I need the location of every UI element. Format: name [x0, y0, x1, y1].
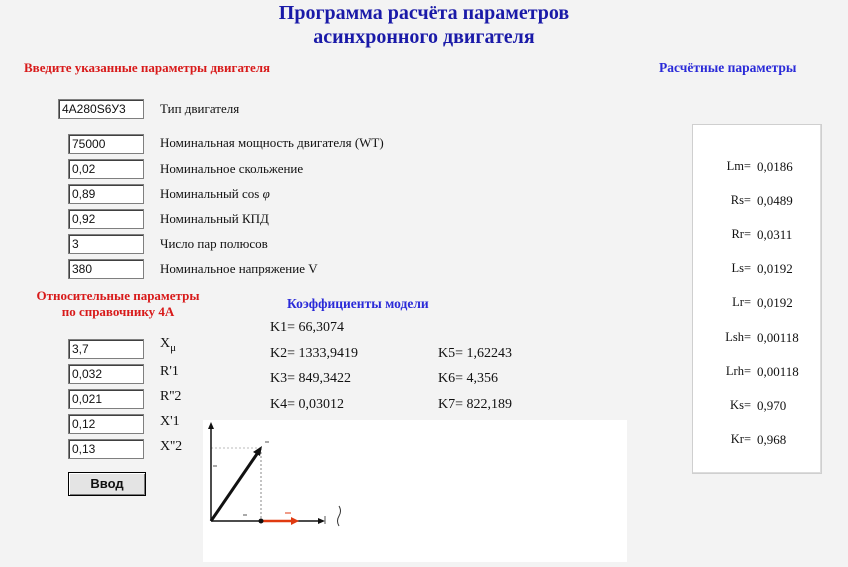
coef-k6: K6= 4,356: [438, 371, 499, 386]
coef-k2: K2= 1333,9419: [270, 346, 359, 361]
motor-type-field[interactable]: 4А280S6У3: [58, 99, 144, 119]
x-mu-label: [160, 336, 176, 354]
r2-label: R''2: [160, 389, 182, 404]
calc-value: 0,968: [757, 432, 787, 447]
app-title-line2: асинхронного двигателя: [313, 26, 535, 48]
calc-value: 0,0489: [757, 193, 793, 208]
calc-row-ks: [693, 398, 821, 418]
calculated-params-panel: [692, 124, 822, 474]
rated-voltage-field[interactable]: 380: [68, 259, 144, 279]
origin-point: [259, 519, 264, 524]
pole-pairs-label: Число пар полюсов: [160, 236, 268, 251]
rated-voltage-label: Номинальное напряжение V: [160, 261, 318, 276]
rated-power-label: Номинальная мощность двигателя (WT): [160, 135, 384, 150]
calc-name: Lrh=: [725, 364, 751, 378]
input-section-heading: Введите указанные параметры двигателя: [24, 60, 271, 75]
coef-k5: K5= 1,62243: [438, 346, 513, 361]
rated-efficiency-label: Номинальный КПД: [160, 211, 269, 226]
x-axis-arrow: [318, 518, 325, 524]
x1-field[interactable]: 0,12: [68, 414, 144, 434]
calc-name: Kr=: [730, 432, 751, 446]
rated-cos-label: [160, 186, 270, 202]
calc-value: 0,0192: [757, 295, 793, 310]
model-coef-heading: Коэффициенты модели: [287, 296, 429, 311]
y-axis-arrow: [208, 422, 214, 429]
rated-cos-label-text: Номинальный cos: [160, 186, 260, 201]
relative-params-heading-line2: по справочнику 4А: [61, 304, 175, 319]
relative-params-heading: [10, 288, 226, 320]
coef-k4: K4= 0,03012: [270, 397, 345, 412]
wave-mark: [338, 506, 341, 526]
calc-row-rr: [693, 227, 821, 247]
x2-field[interactable]: 0,13: [68, 439, 144, 459]
calc-name: Rs=: [730, 193, 751, 207]
x-mu-label-sub: μ: [170, 341, 177, 354]
calc-name: Ls=: [731, 261, 751, 275]
coef-k1: K1= 66,3074: [270, 320, 345, 335]
rated-slip-label: Номинальное скольжение: [160, 161, 304, 176]
rated-power-field[interactable]: 75000: [68, 134, 144, 154]
relative-params-heading-line1: Относительные параметры: [36, 288, 200, 303]
coef-k3: K3= 849,3422: [270, 371, 352, 386]
r1-field[interactable]: 0,032: [68, 364, 144, 384]
calc-name: Ks=: [730, 398, 751, 412]
main-vector-arrow: [253, 446, 262, 456]
r1-label: R'1: [160, 364, 179, 379]
calc-value: 0,0192: [757, 261, 793, 276]
calc-row-lsh: [693, 330, 821, 350]
calc-value: 0,00118: [757, 364, 799, 379]
phi-symbol: φ: [262, 186, 270, 201]
enter-button[interactable]: Ввод: [68, 472, 146, 496]
calc-section-heading: Расчётные параметры: [659, 60, 797, 75]
rated-cos-field[interactable]: 0,89: [68, 184, 144, 204]
red-vector-arrow: [291, 517, 299, 525]
motor-type-label: Тип двигателя: [160, 101, 240, 116]
vector-diagram-area: [203, 420, 627, 562]
vector-diagram: [203, 420, 627, 562]
rated-efficiency-field[interactable]: 0,92: [68, 209, 144, 229]
pole-pairs-field[interactable]: 3: [68, 234, 144, 254]
x1-label: X'1: [160, 414, 180, 429]
calc-row-lr: [693, 295, 821, 315]
app-title-line1: Программа расчёта параметров: [278, 2, 570, 24]
calc-row-ls: [693, 261, 821, 281]
calc-name: Lsh=: [725, 330, 751, 344]
x2-label: X''2: [160, 439, 183, 454]
rated-slip-field[interactable]: 0,02: [68, 159, 144, 179]
main-vector: [211, 451, 259, 521]
x-mu-label-main: X: [160, 336, 171, 351]
calc-value: 0,0186: [757, 159, 793, 174]
x-mu-field[interactable]: 3,7: [68, 339, 144, 359]
calc-row-rs: [693, 193, 821, 213]
r2-field[interactable]: 0,021: [68, 389, 144, 409]
coef-k7: K7= 822,189: [438, 397, 513, 412]
calc-value: 0,970: [757, 398, 787, 413]
calc-row-kr: [693, 432, 821, 452]
calc-row-lm: [693, 159, 821, 179]
calc-value: 0,0311: [757, 227, 793, 242]
calc-row-lrh: [693, 364, 821, 384]
calc-name: Rr=: [731, 227, 751, 241]
calc-name: Lm=: [726, 159, 751, 173]
calc-name: Lr=: [732, 295, 751, 309]
calc-value: 0,00118: [757, 330, 799, 345]
